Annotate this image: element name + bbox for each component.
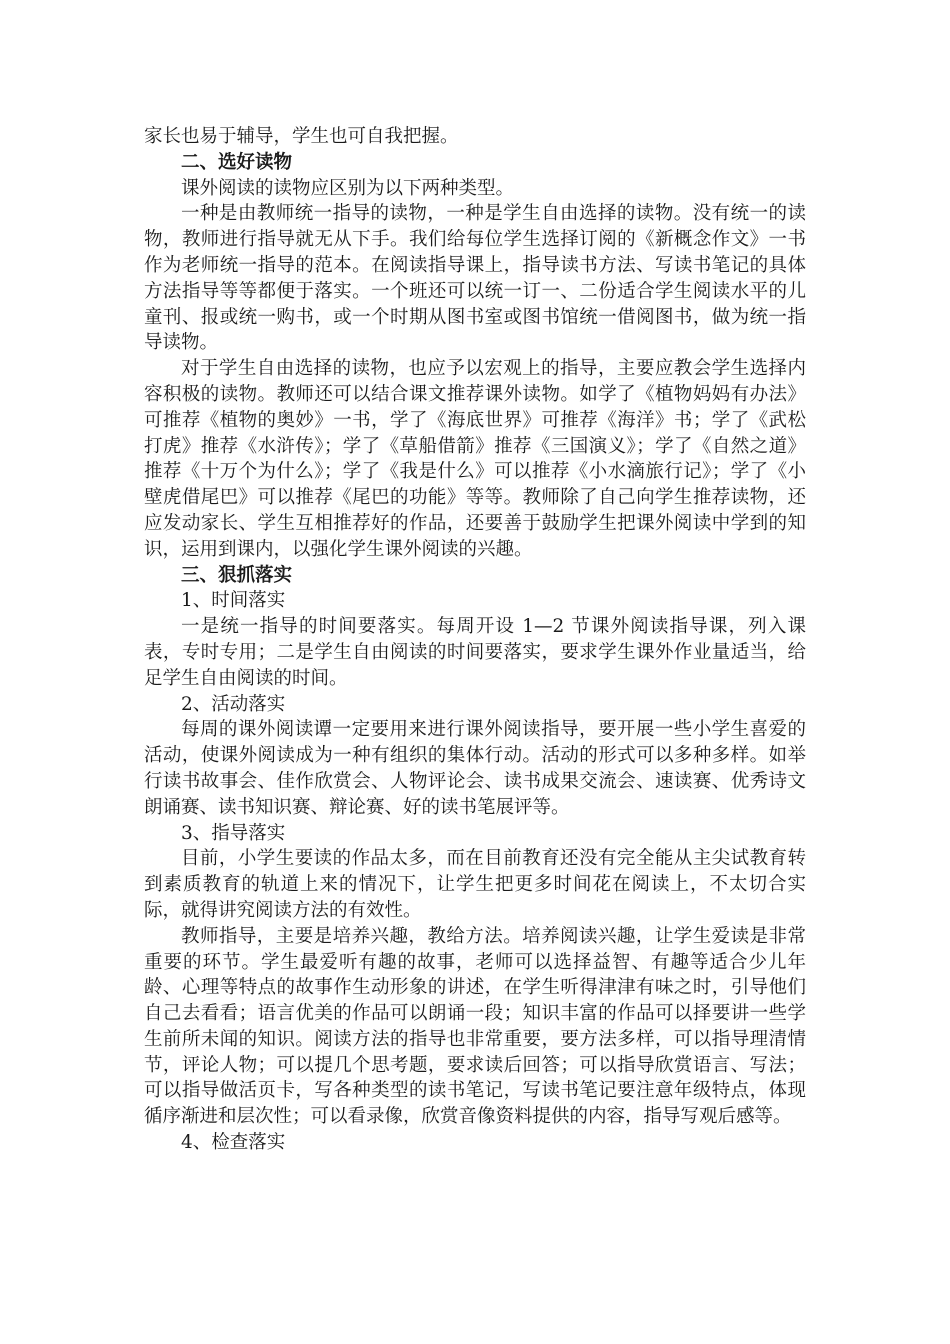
section-heading-2: 二、选好读物 <box>181 151 293 173</box>
paragraph-guidance-2: 教师指导，主要是培养兴趣，教给方法。培养阅读兴趣，让学生爱读是非常重要的环节。学生最爱听有趣的故事，老师可以选择益智、有趣等适合少儿年龄、心理等特点的故事作生动形象的讲述，在学生听得津津有味之时，引导他们自己去看看；语言优美的作品可以朗诵一段；知识丰富的作品可以择要讲一些学生前所未闻的知识。阅读方法的指导也非常重要，要方法多样，可以指导理清情节，评论人物；可以提几个思考题，要求读后回答；可以指导欣赏语言、写法；可以指导做活页卡，写各种类型的读书笔记，写读书笔记要注意年级特点，体现循序渐进和层次性；可以看录像，欣赏音像资料提供的内容，指导写观后感等。 <box>144 925 806 1128</box>
section-heading-3: 三、狠抓落实 <box>181 564 293 586</box>
paragraph-continuation: 家长也易于辅导，学生也可自我把握。 <box>144 126 459 147</box>
document-page <box>144 124 806 1156</box>
paragraph-guidance-1: 目前，小学生要读的作品太多，而在目前教育还没有完全能从主尖试教育转到素质教育的轨道上来的情况下，让学生把更多时间花在阅读上，不太切合实际，就得讲究阅读方法的有效性。 <box>144 848 806 921</box>
subheading-time: 1、时间落实 <box>181 590 286 612</box>
paragraph-time: 一是统一指导的时间要落实。每周开设 1—2 节课外阅读指导课，列入课表，专时专用；二是学生自由阅读的时间要落实，要求学生课外作业量适当，给足学生自由阅读的时间。 <box>144 616 806 689</box>
subheading-activity: 2、活动落实 <box>181 693 286 715</box>
paragraph-reading-types: 课外阅读的读物应区别为以下两种类型。 <box>181 177 515 199</box>
paragraph-free-reading: 对于学生自由选择的读物，也应予以宏观上的指导，主要应教会学生选择内容积极的读物。教师还可以结合课文推荐课外读物。如学了《植物妈妈有办法》可推荐《植物的奥妙》一书，学了《海底世界》可推荐《海洋》书；学了《武松打虎》推荐《水浒传》；学了《草船借箭》推荐《三国演义》；学了《自然之道》推荐《十万个为什么》；学了《我是什么》可以推荐《小水滴旅行记》；学了《小壁虎借尾巴》可以推荐《尾巴的功能》等等。教师除了自己向学生推荐读物，还应发动家长、学生互相推荐好的作品，还要善于鼓励学生把课外阅读中学到的知识，运用到课内，以强化学生课外阅读的兴趣。 <box>144 358 806 560</box>
subheading-check: 4、检查落实 <box>181 1132 286 1154</box>
paragraph-unified-reading: 一种是由教师统一指导的读物，一种是学生自由选择的读物。没有统一的读物，教师进行指导就无从下手。我们给每位学生选择订阅的《新概念作文》一书作为老师统一指导的范本。在阅读指导课上，指导读书方法、写读书笔记的具体方法指导等等都便于落实。一个班还可以统一订一、二份适合学生阅读水平的儿童刊、报或统一购书，或一个时期从图书室或图书馆统一借阅图书，做为统一指导读物。 <box>144 203 806 354</box>
paragraph-activity: 每周的课外阅读谭一定要用来进行课外阅读指导，要开展一些小学生喜爱的活动，使课外阅读成为一种有组织的集体行动。活动的形式可以多种多样。如举行读书故事会、佳作欣赏会、人物评论会、读书成果交流会、速读赛、优秀诗文朗诵赛、读书知识赛、辩论赛、好的读书笔展评等。 <box>144 719 806 818</box>
subheading-guidance: 3、指导落实 <box>181 822 286 844</box>
